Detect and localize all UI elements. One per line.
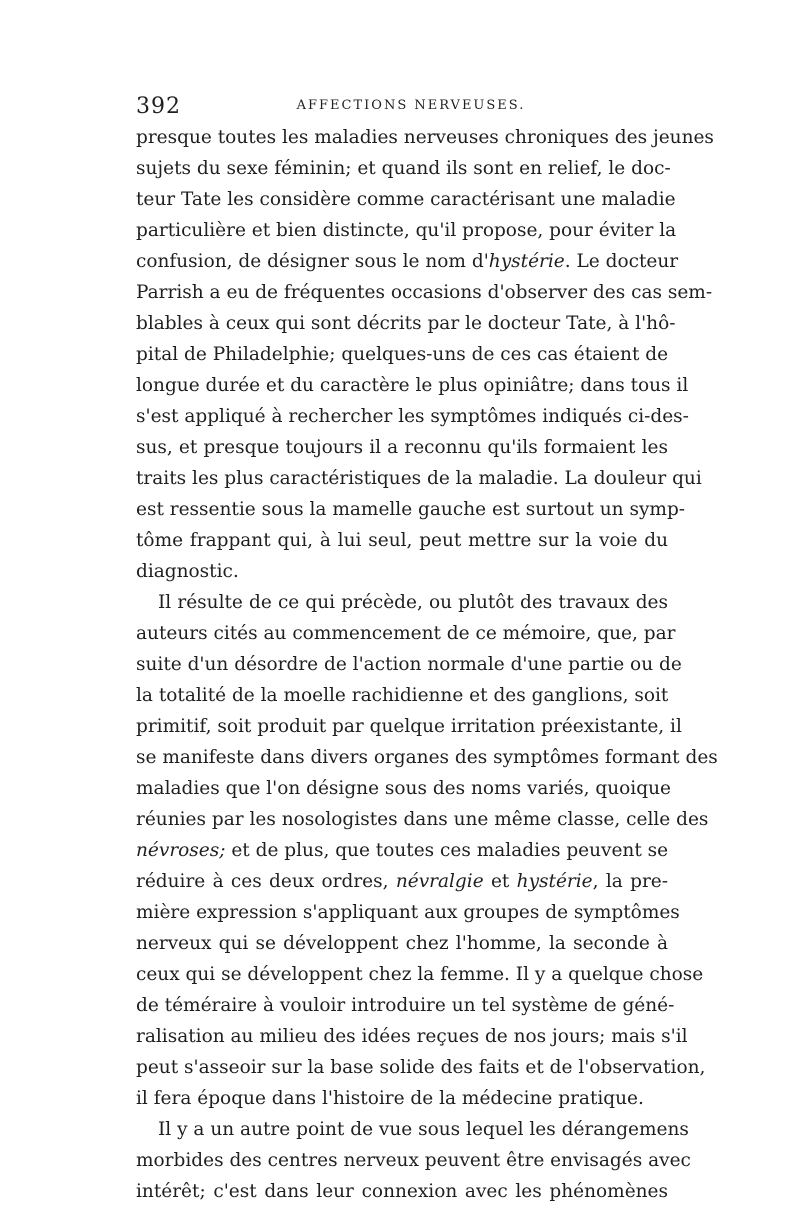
body-text [136, 122, 718, 1207]
text-line: nerveux qui se développent chez l'homme, la seconde à [136, 933, 668, 954]
text-line: morbides des centres nerveux peuvent être envisagés avec [136, 1150, 691, 1171]
text-line: particulière et bien distincte, qu'il propose, pour éviter la [136, 220, 677, 241]
text-line: auteurs cités au commencement de ce mémoire, que, par [136, 623, 676, 644]
text-line: il fera époque dans l'histoire de la médecine pratique. [136, 1088, 644, 1109]
page-header [136, 94, 668, 122]
text-line: réduire à ces deux ordres, névralgie et hystérie, la pre- [136, 871, 668, 892]
text-line: blables à ceux qui sont décrits par le docteur Tate, à l'hô- [136, 313, 676, 334]
text-line: intérêt; c'est dans leur connexion avec les phénomènes [136, 1181, 668, 1202]
text-line: s'est appliqué à rechercher les symptômes indiqués ci-des- [136, 406, 689, 427]
text-line: traits les plus caractéristiques de la maladie. La douleur qui [136, 468, 702, 489]
text-line: sujets du sexe féminin; et quand ils sont en relief, le doc- [136, 158, 671, 179]
text-line: pital de Philadelphie; quelques-uns de ces cas étaient de [136, 344, 669, 365]
text-line: Il résulte de ce qui précède, ou plutôt des travaux des [158, 592, 668, 613]
text-line: peut s'asseoir sur la base solide des faits et de l'observation, [136, 1057, 706, 1078]
text-line: mière expression s'appliquant aux groupes de symptômes [136, 902, 680, 923]
text-line: suite d'un désordre de l'action normale d'une partie ou de [136, 654, 682, 675]
text-line: Parrish a eu de fréquentes occasions d'observer des cas sem- [136, 282, 713, 303]
text-line: longue durée et du caractère le plus opiniâtre; dans tous il [136, 375, 689, 396]
text-line: sus, et presque toujours il a reconnu qu'ils formaient les [136, 437, 668, 458]
text-line: presque toutes les maladies nerveuses chroniques des jeunes [136, 127, 714, 148]
text-line: réunies par les nosologistes dans une même classe, celle des [136, 809, 709, 830]
text-line: Il y a un autre point de vue sous lequel les dérangemens [158, 1119, 689, 1140]
text-line: maladies que l'on désigne sous des noms variés, quoique [136, 778, 671, 799]
text-line: se manifeste dans divers organes des symptômes formant des [136, 747, 718, 768]
text-line: de téméraire à vouloir introduire un tel système de géné- [136, 995, 675, 1016]
text-line: teur Tate les considère comme caractérisant une maladie [136, 189, 676, 210]
text-line: ceux qui se développent chez la femme. Il y a quelque chose [136, 964, 704, 985]
text-line: diagnostic. [136, 561, 239, 582]
running-head: AFFECTIONS NERVEUSES. [296, 98, 526, 113]
text-line: ralisation au milieu des idées reçues de nos jours; mais s'il [136, 1026, 688, 1047]
text-line: tôme frappant qui, à lui seul, peut mettre sur la voie du [136, 530, 668, 551]
text-line: primitif, soit produit par quelque irritation préexistante, il [136, 716, 682, 737]
page-number: 392 [136, 94, 181, 119]
text-line: névroses; et de plus, que toutes ces maladies peuvent se [136, 840, 669, 861]
text-line: confusion, de désigner sous le nom d'hystérie. Le docteur [136, 251, 679, 272]
text-line: est ressentie sous la mamelle gauche est surtout un symp- [136, 499, 686, 520]
text-line: la totalité de la moelle rachidienne et des ganglions, soit [136, 685, 669, 706]
